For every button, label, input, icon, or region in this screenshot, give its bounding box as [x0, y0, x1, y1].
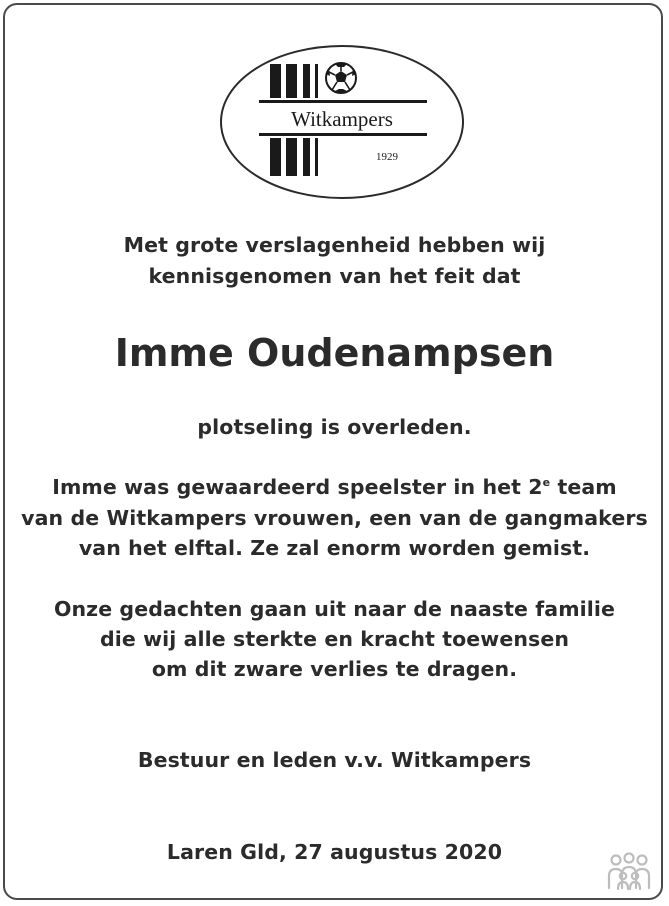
football-icon: [326, 63, 356, 93]
intro-line-2: kennisgenomen van het feit dat: [148, 264, 521, 288]
signature: Bestuur en leden v.v. Witkampers: [137, 748, 532, 772]
condolence-line-3: om dit zware verlies te dragen.: [151, 657, 518, 681]
intro-line-1: Met grote verslagenheid hebben wij: [123, 233, 546, 257]
tribute-line-1: [0, 475, 669, 499]
tribute-line-1-start: Imme was gewaardeerd speelster in het 2: [52, 475, 543, 499]
tribute-line-1-end: team: [550, 475, 617, 499]
deceased-name: Imme Oudenampsen: [114, 331, 555, 375]
tribute-superscript: e: [542, 476, 551, 490]
condolence-line-2: die wij alle sterkte en kracht toewensen: [99, 627, 570, 651]
logo-club-name: Witkampers: [291, 107, 393, 131]
logo-rule-bottom: [259, 133, 427, 136]
place-date: Laren Gld, 27 augustus 2020: [166, 840, 503, 864]
club-logo: [219, 44, 465, 200]
tribute-line-3: van het elftal. Ze zal enorm worden gemist.: [78, 536, 591, 560]
logo-founding-year: 1929: [376, 151, 398, 163]
logo-rule-top: [259, 100, 427, 103]
tribute-line-2: van de Witkampers vrouwen, een van de gangmakers: [21, 506, 648, 530]
condolence-line-1: Onze gedachten gaan uit naar de naaste familie: [53, 597, 616, 621]
passing-line: plotseling is overleden.: [197, 415, 472, 439]
people-group-icon: [605, 852, 653, 892]
